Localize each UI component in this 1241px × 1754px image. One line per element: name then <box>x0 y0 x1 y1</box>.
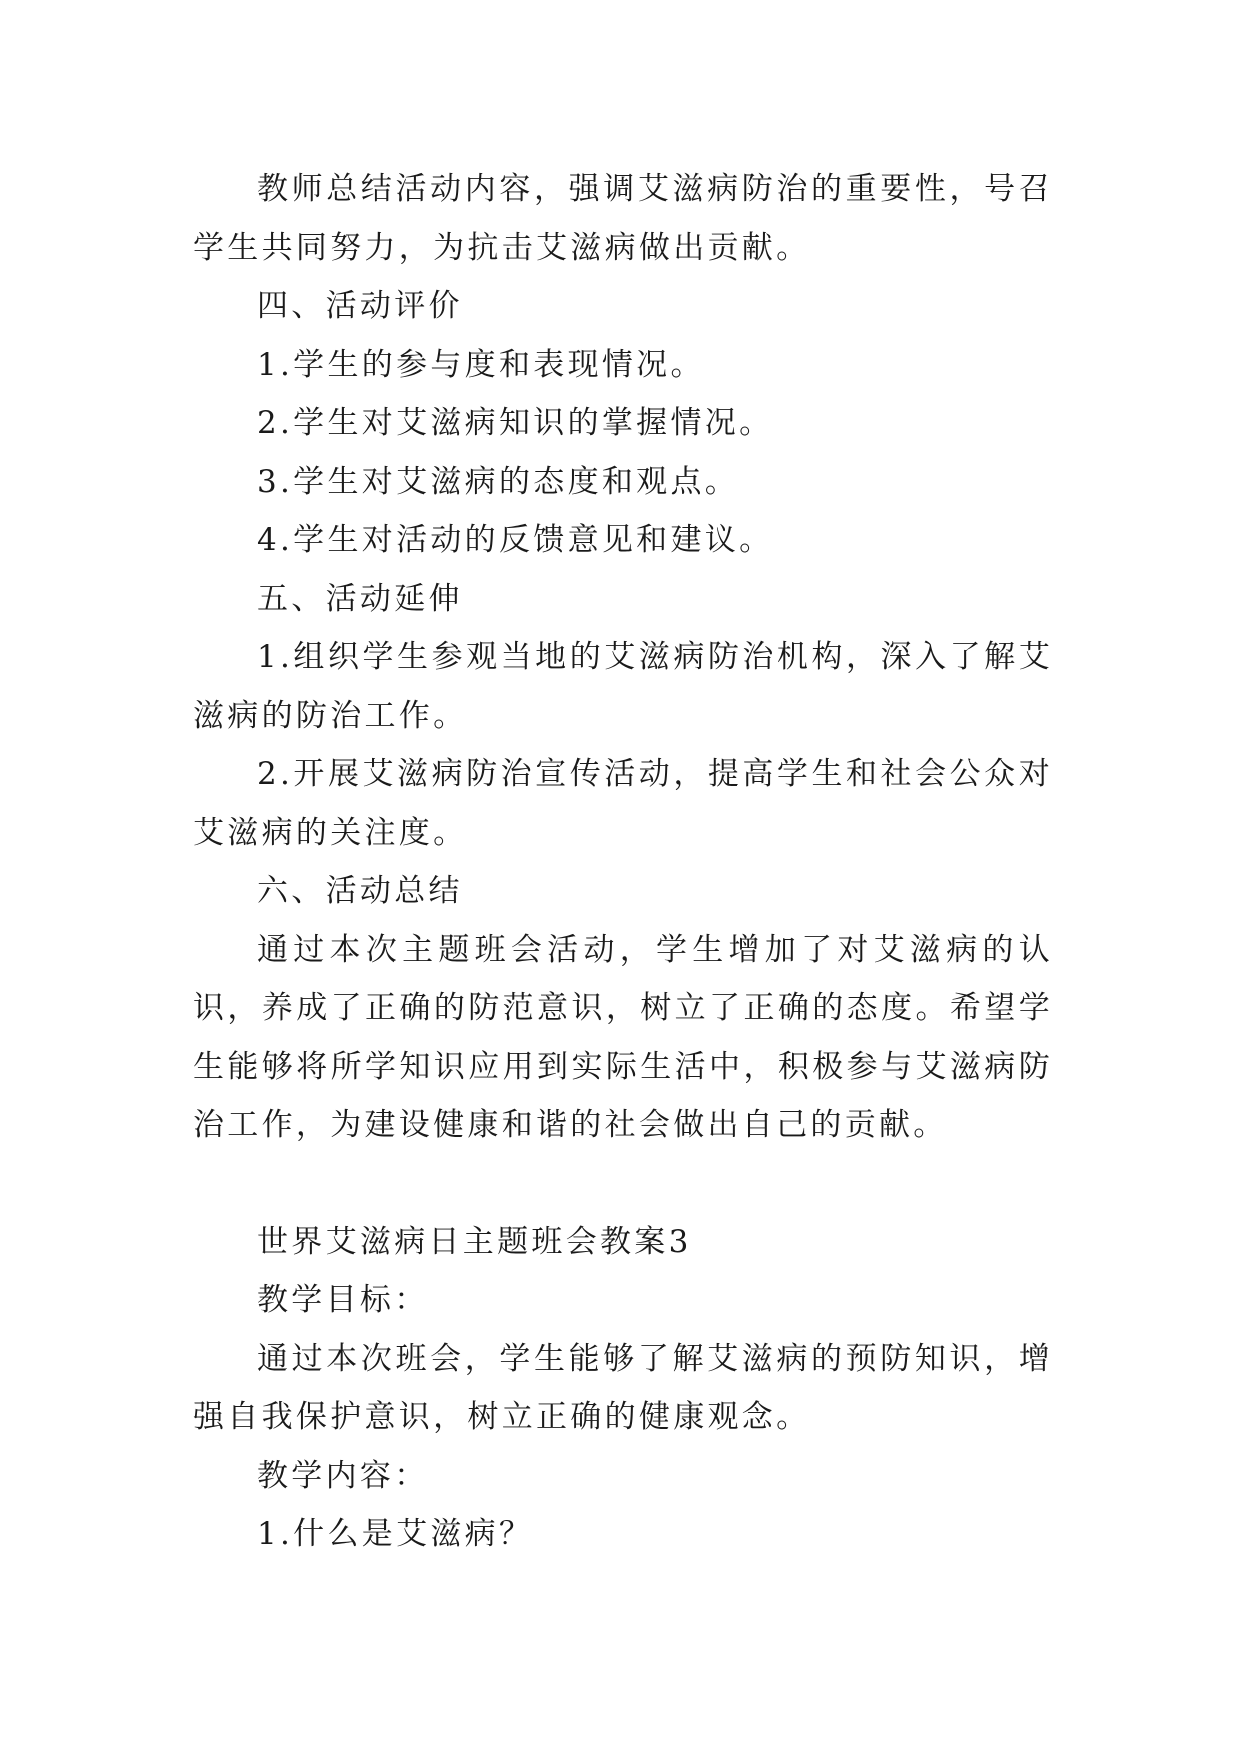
paragraph-conclusion: 通过本次主题班会活动，学生增加了对艾滋病的认识，养成了正确的防范意识，树立了正确的态度。希望学生能够将所学知识应用到实际生活中，积极参与艾滋病防治工作，为建设健康和谐的社会做出自己的贡献。 <box>193 931 1053 1143</box>
section-title: 世界艾滋病日主题班会教案3 <box>257 1223 692 1260</box>
heading-activity-evaluation: 四、活动评价 <box>257 288 463 324</box>
section-spacer <box>193 1155 1053 1213</box>
list-item: 1.学生的参与度和表现情况。 <box>257 346 705 383</box>
paragraph-teaching-goals: 通过本次班会，学生能够了解艾滋病的预防知识，增强自我保护意识，树立正确的健康观念。 <box>193 1340 1053 1435</box>
heading-teaching-content: 教学内容： <box>257 1457 429 1494</box>
paragraph-teacher-summary: 教师总结活动内容，强调艾滋病防治的重要性，号召学生共同努力，为抗击艾滋病做出贡献。 <box>193 171 1053 266</box>
list-item: 2.开展艾滋病防治宣传活动，提高学生和社会公众对艾滋病的关注度。 <box>193 756 1053 851</box>
list-item: 1.组织学生参观当地的艾滋病防治机构，深入了解艾滋病的防治工作。 <box>193 639 1053 734</box>
heading-activity-extension: 五、活动延伸 <box>257 580 463 617</box>
list-item: 1.什么是艾滋病？ <box>257 1516 534 1552</box>
list-item: 2.学生对艾滋病知识的掌握情况。 <box>257 405 774 441</box>
list-item: 4.学生对活动的反馈意见和建议。 <box>257 522 774 558</box>
document-body <box>193 160 1053 1564</box>
list-item: 3.学生对艾滋病的态度和观点。 <box>257 463 740 500</box>
heading-activity-conclusion: 六、活动总结 <box>257 873 463 909</box>
heading-teaching-goals: 教学目标： <box>257 1282 429 1318</box>
